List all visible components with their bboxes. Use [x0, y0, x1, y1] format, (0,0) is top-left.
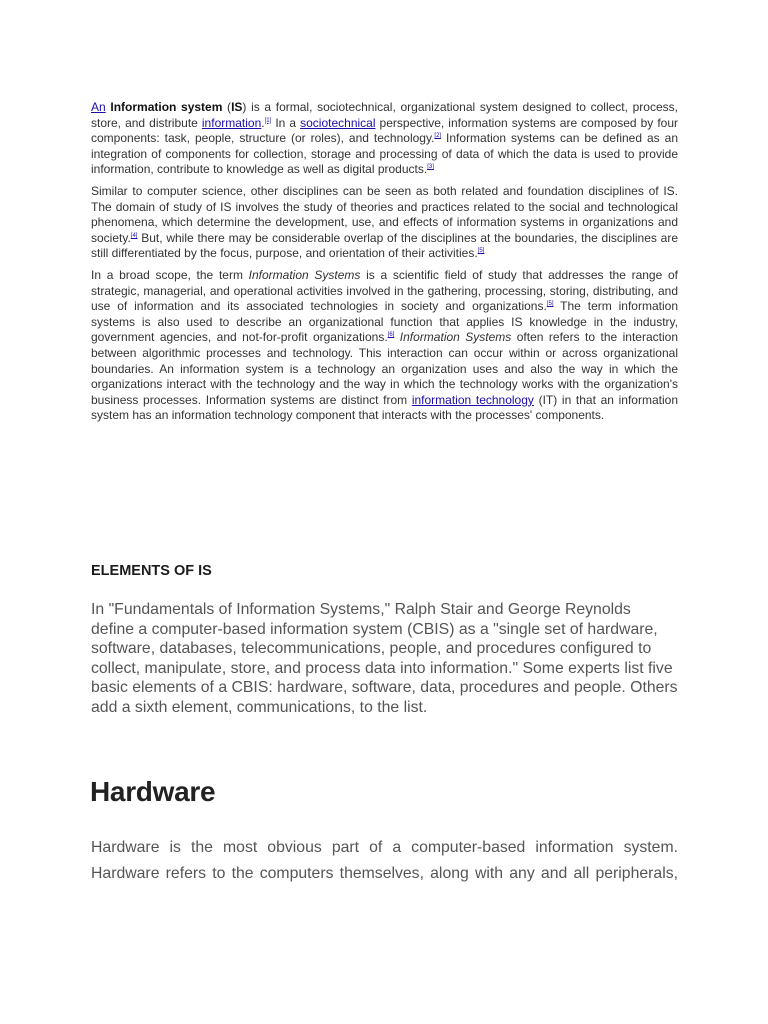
elements-heading: ELEMENTS OF IS [91, 563, 212, 579]
italic-term: Information Systems [399, 330, 512, 345]
paragraph-text: In a [271, 115, 301, 130]
citation-ref[interactable]: [5] [477, 248, 485, 255]
paragraph-text: often refers to the interaction between algorithmic processes and technology. This interaction can occur within or across organizational boundaries. An information system is a technology an organization uses and also the way in which the organizations interact with the technology and the way in which the technology works with the organization's business processes. Information systems are distinct from [91, 330, 678, 407]
citation-ref[interactable]: [3] [427, 164, 434, 171]
information-link[interactable]: information [201, 115, 262, 130]
term-bold: Information system [110, 100, 223, 114]
hardware-heading: Hardware [90, 776, 216, 807]
paragraph-text: But, while there may be considerable overlap of the disciplines at the boundaries, the disciplines are still differentiated by the focus, purpose, and orientation of their activities. [91, 230, 678, 261]
wiki-excerpt [91, 100, 678, 430]
paragraph-broad-scope [91, 268, 678, 424]
sociotechnical-link[interactable]: sociotechnical [300, 115, 376, 130]
paragraph-definition: An Information system (IS) is a formal, sociotechnical, organizational system designed to collect, process, store, and distribute information.[1] In a sociotechnical perspective, information systems are composed by four components: task, people, structure (or roles), and technology.[2] Information systems can be defined as an integration of components for collection, storage and processing of data of which the data is used to provide information, contribute to knowledge as well as digital products.[3] [91, 100, 678, 177]
paragraph-text: Similar to computer science, other disciplines can be seen as both related and foundation disciplines of IS. The domain of study of IS involves the study of theories and practices related to the social and technological phenomena, which determine the development, use, and effects of information systems in organizations and society. [91, 183, 678, 245]
an-link[interactable]: An [91, 100, 106, 114]
citation-ref[interactable]: [5] [546, 301, 554, 308]
paragraph-text: In a broad scope, the term [91, 267, 249, 282]
abbr-bold: IS [231, 100, 243, 114]
paragraph-text: perspective, information systems are composed by four components: task, people, structure (or roles), and technology. [91, 115, 678, 146]
citation-ref[interactable]: [2] [434, 133, 442, 140]
hardware-paragraph: Hardware is the most obvious part of a computer-based information system. Hardware refers to the computers themselves, along with any and all peripherals, [91, 839, 678, 882]
paragraph-text: is a scientific field of study that addresses the range of strategic, managerial, and operational activities involved in the gathering, processing, storing, distributing, and use of information and its associated technologies in society and organizations. [91, 267, 678, 314]
information-technology-link[interactable]: information technology [411, 392, 534, 407]
citation-ref[interactable]: [4] [130, 232, 138, 239]
paragraph-text: Information systems can be defined as an integration of components for collection, storage and processing of data of which the data is used to provide information, contribute to knowledge as well as digital products. [91, 131, 678, 177]
citation-ref[interactable]: [6] [387, 332, 395, 339]
paragraph-text: ( [222, 100, 232, 114]
citation-ref[interactable]: [1] [264, 117, 272, 124]
italic-term: Information Systems [248, 267, 361, 282]
paragraph-text: The term information systems is also used to describe an organizational function that applies IS knowledge in the industry, government agencies, and not-for-profit organizations. [91, 299, 678, 345]
paragraph-text: ) is a formal, sociotechnical, organizational system designed to collect, process, store, and distribute [91, 100, 678, 130]
elements-paragraph: In "Fundamentals of Information Systems," Ralph Stair and George Reynolds define a computer-based information system (CBIS) as a "single set of hardware, software, databases, telecommunications, people, and procedures configured to collect, manipulate, store, and process data into information." Some experts list five basic elements of a CBIS: hardware, software, data, procedures and people. Others add a sixth element, communications, to the list. [91, 601, 678, 716]
paragraph-text: (IT) in that an information system has an information technology component that interacts with the processes' components. [91, 392, 678, 423]
paragraph-disciplines [91, 184, 678, 262]
